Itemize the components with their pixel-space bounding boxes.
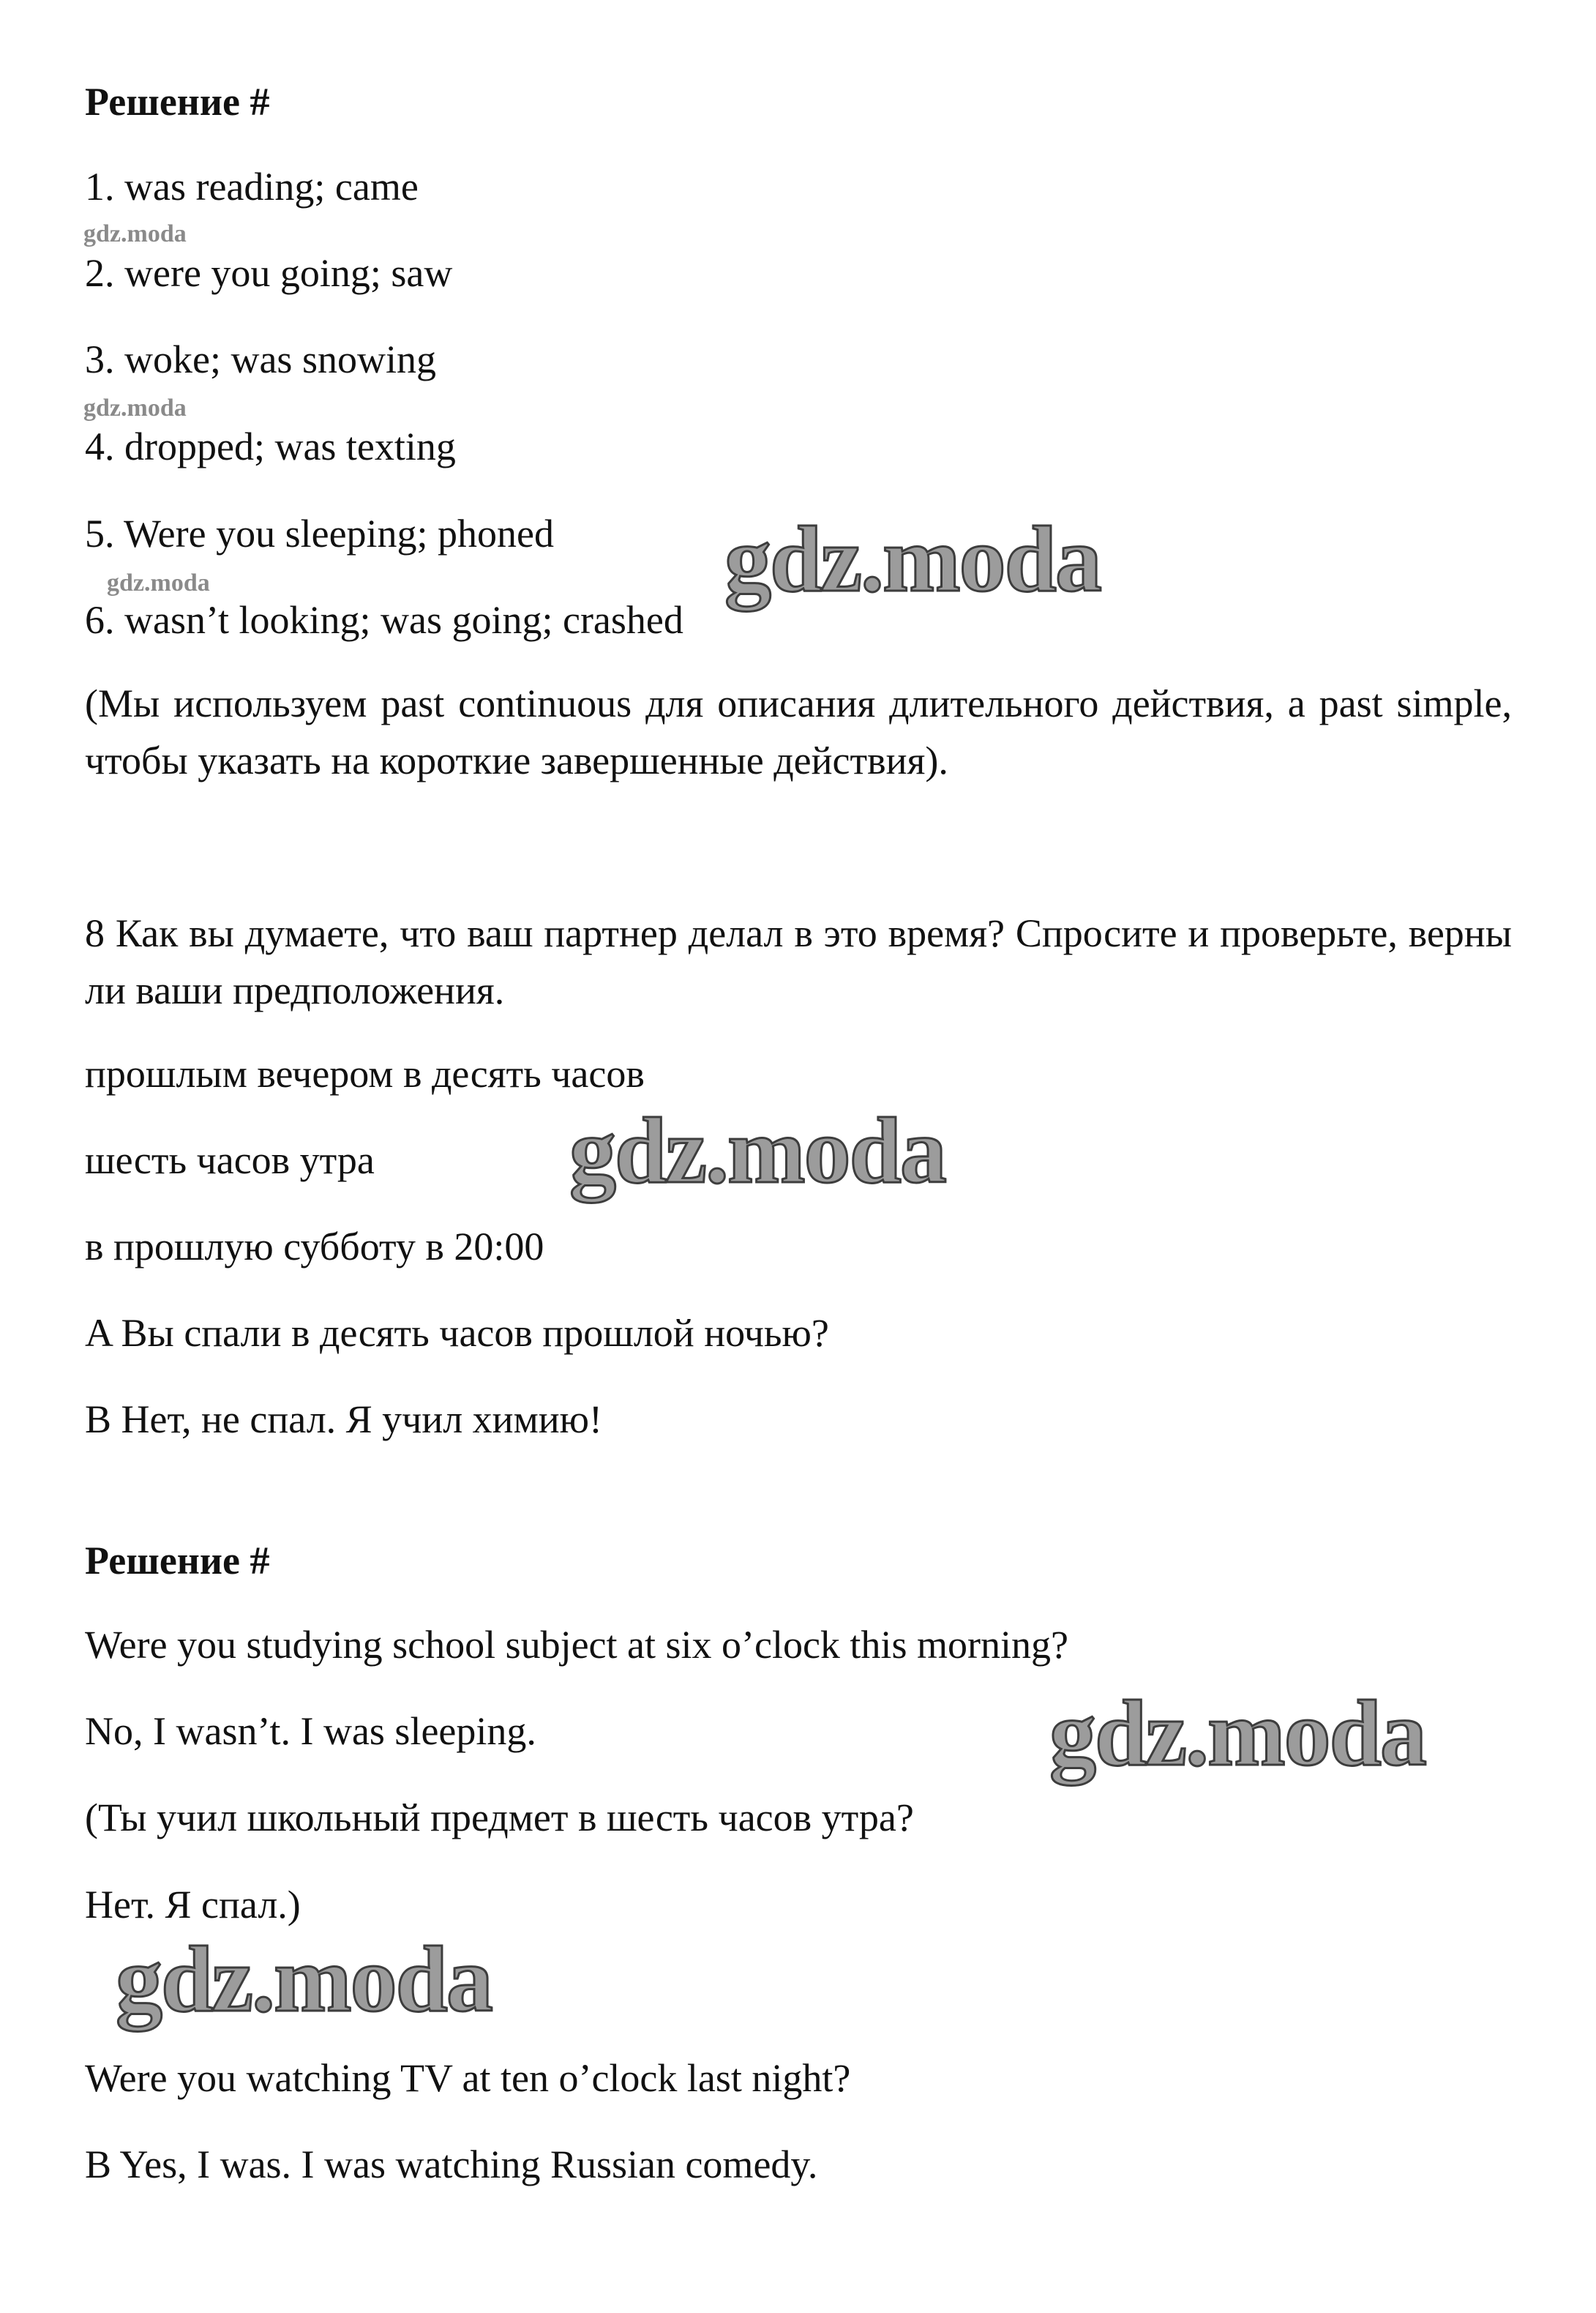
- watermark-small-3: gdz.moda: [107, 569, 210, 597]
- answer-1: 1. was reading; came: [85, 165, 419, 209]
- answer-3: 3. woke; was snowing: [85, 337, 436, 381]
- watermark-big-2: gdz.moda: [569, 1099, 945, 1203]
- watermark-small-2: gdz.moda: [83, 395, 187, 422]
- task-8-prompt: 8 Как вы думаете, что ваш партнер делал в это время? Спросите и проверьте, верны ли ваши предположения.: [85, 911, 1512, 1012]
- dialogue-line-3: (Ты учил школьный предмет в шесть часов утра?: [85, 1796, 914, 1839]
- watermark-big-4: gdz.moda: [116, 1927, 492, 2031]
- answer-4: 4. dropped; was texting: [85, 425, 456, 468]
- answer-2: 2. were you going; saw: [85, 251, 453, 295]
- dialogue-line-1: Were you studying school subject at six o’clock this morning?: [85, 1623, 1068, 1667]
- watermark-small-1: gdz.moda: [83, 220, 187, 247]
- watermark-big-3: gdz.moda: [1049, 1681, 1425, 1785]
- answer-6: 6. wasn’t looking; was going; crashed: [85, 598, 683, 642]
- dialogue-line-6: B Yes, I was. I was watching Russian comedy.: [85, 2142, 818, 2186]
- solution-heading-2: Решение #: [85, 1539, 270, 1583]
- dialogue-line-5: Were you watching TV at ten o’clock last night?: [85, 2056, 851, 2100]
- solution-heading-1: Решение #: [85, 80, 270, 124]
- time-option-2: шесть часов утра: [85, 1138, 375, 1182]
- example-question-a: A Вы спали в десять часов прошлой ночью?: [85, 1311, 829, 1355]
- explanation-note: (Мы используем past continuous для описания длительного действия, а past simple, чтобы указать на короткие завершенные действия).: [85, 681, 1512, 782]
- watermark-big-1: gdz.moda: [724, 507, 1101, 611]
- dialogue-line-4: Нет. Я спал.): [85, 1883, 301, 1927]
- example-answer-b: B Нет, не спал. Я учил химию!: [85, 1397, 602, 1441]
- answer-5: 5. Were you sleeping; phoned: [85, 512, 555, 556]
- time-option-1: прошлым вечером в десять часов: [85, 1052, 645, 1096]
- dialogue-line-2: No, I wasn’t. I was sleeping.: [85, 1709, 536, 1753]
- time-option-3: в прошлую субботу в 20:00: [85, 1225, 544, 1268]
